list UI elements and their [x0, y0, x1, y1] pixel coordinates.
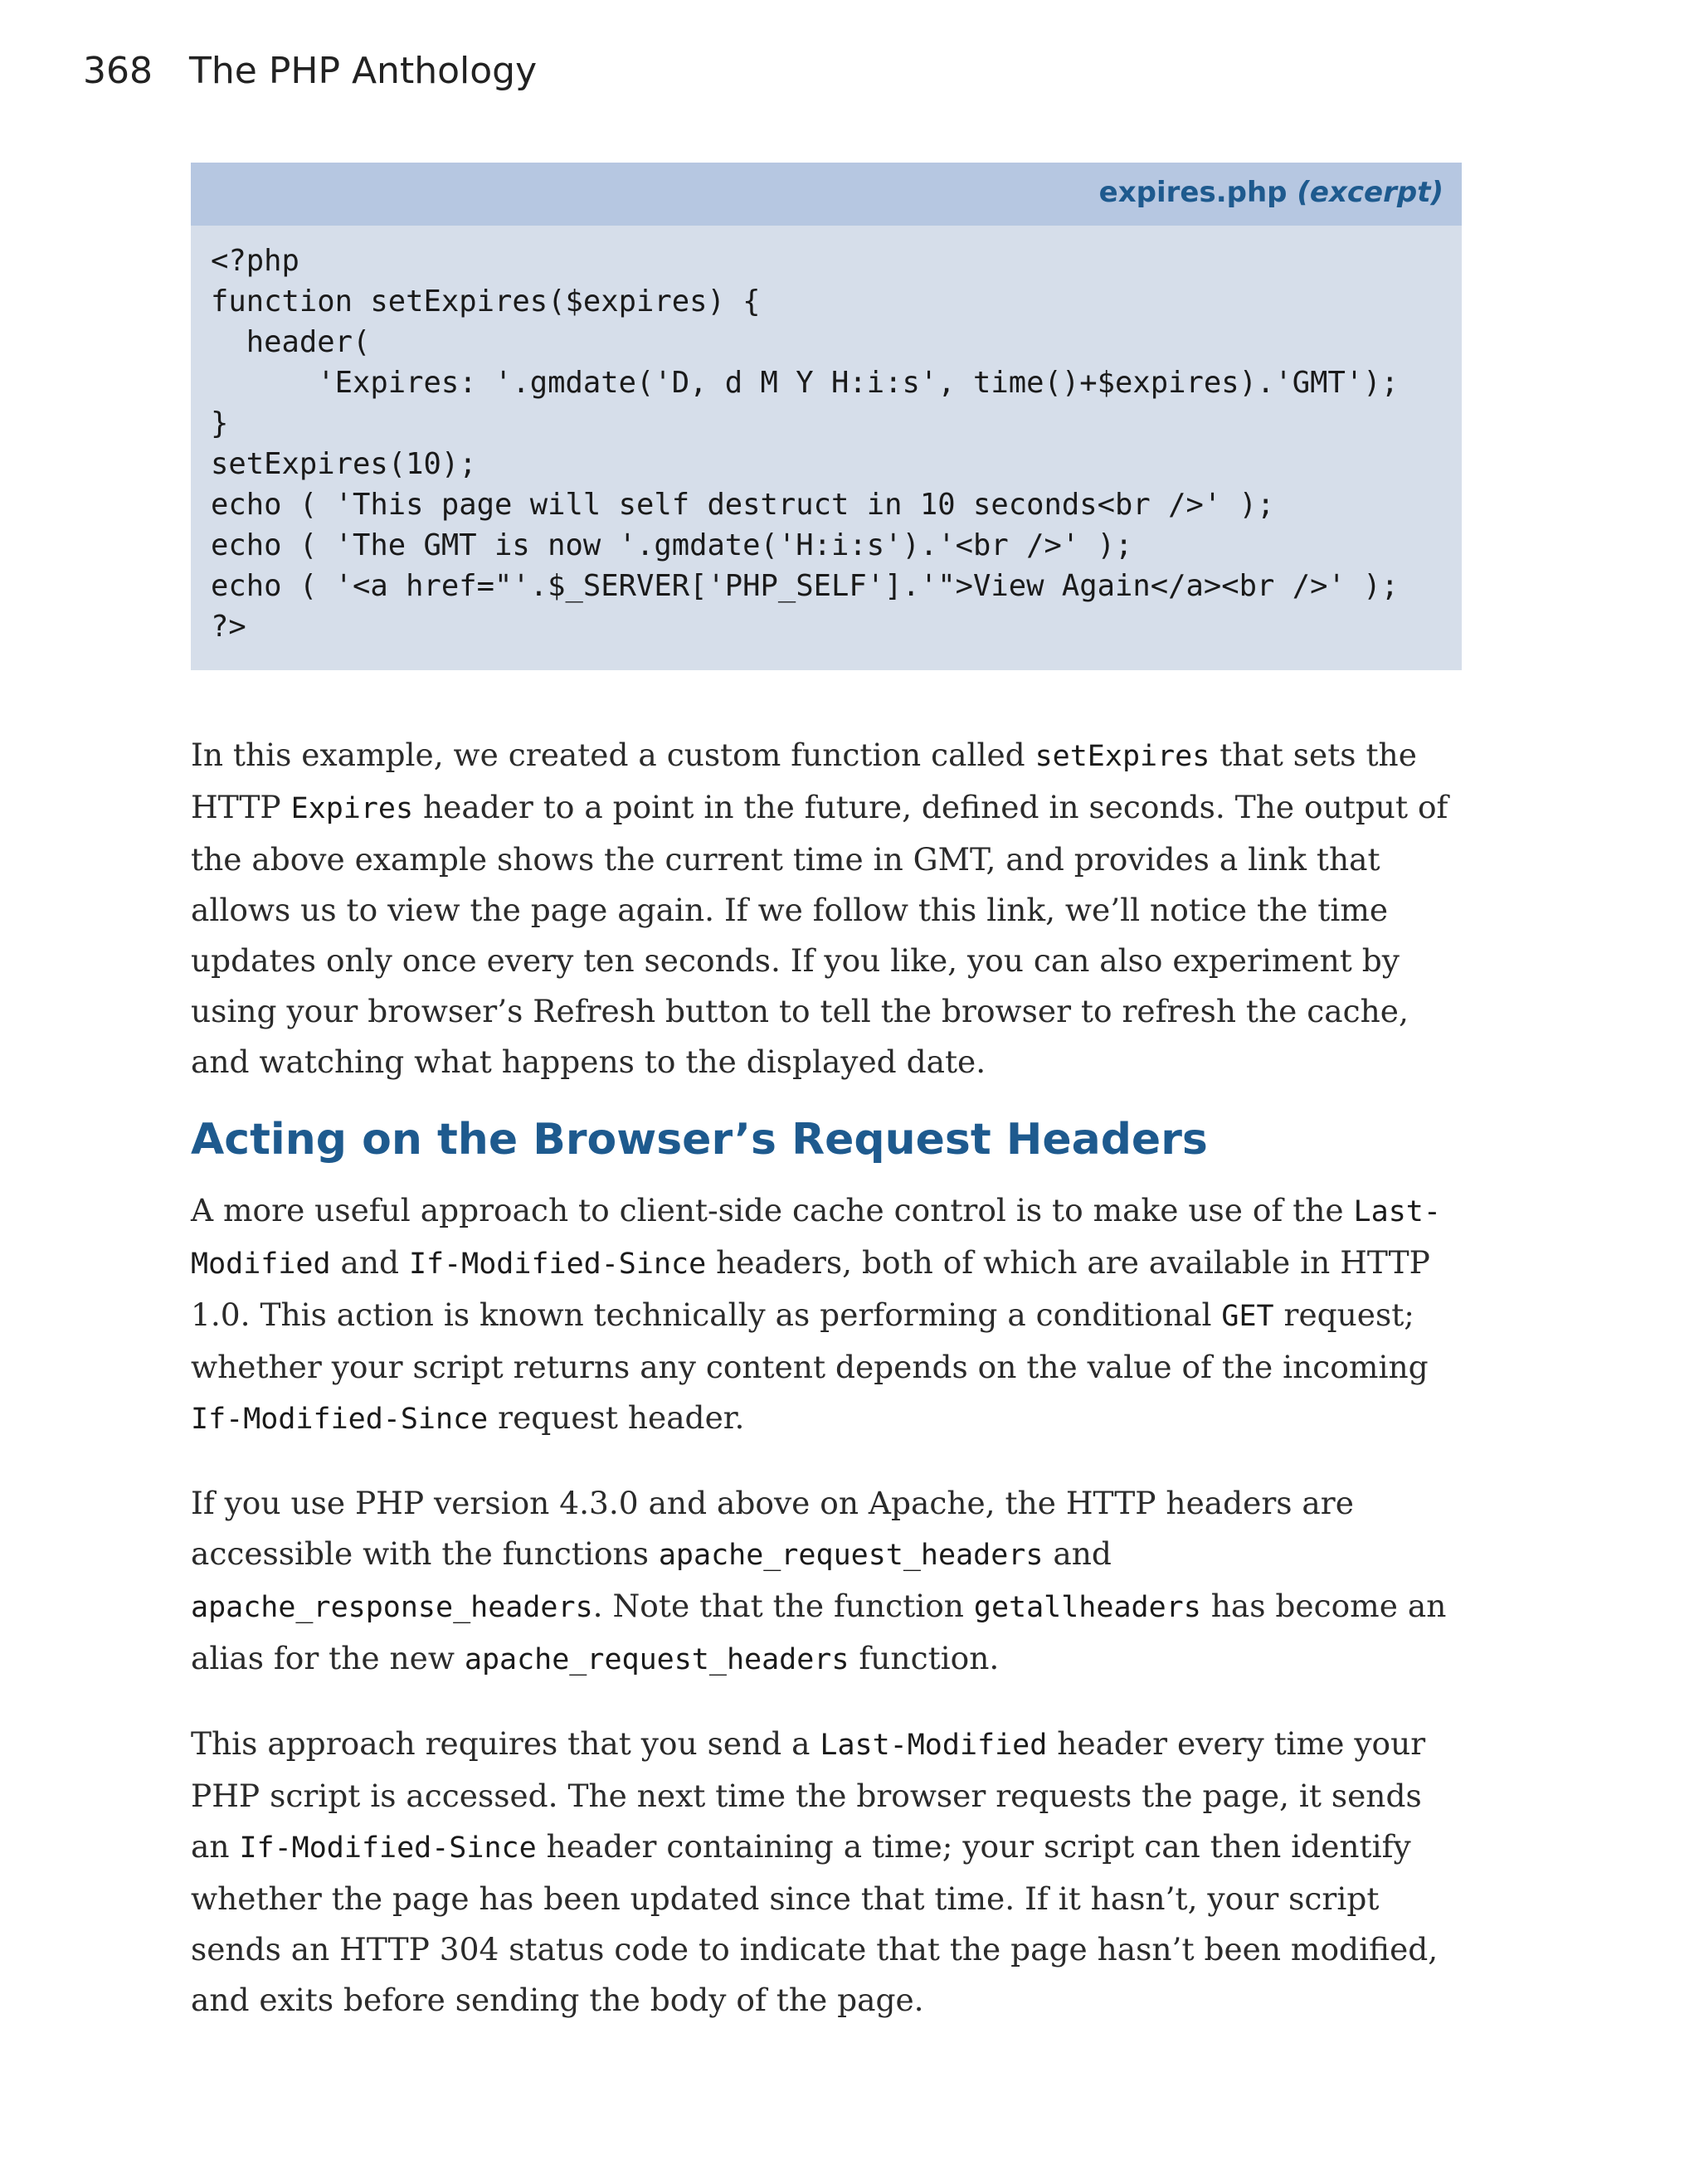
inline-code: GET — [1221, 1300, 1274, 1333]
inline-code: If-Modified-Since — [239, 1831, 537, 1865]
paragraph-apache-headers: If you use PHP version 4.3.0 and above on Apache, the HTTP headers are accessible with the functions apache_request_headers and apache_response_headers. Note that the function getallheaders has become an alias for the new apache_request_headers function. — [191, 1485, 1447, 1676]
code-line: setExpires(10); — [211, 447, 477, 481]
code-line: echo ( 'The GMT is now '.gmdate('H:i:s').'<br />' ); — [211, 528, 1133, 562]
book-title: The PHP Anthology — [189, 50, 538, 92]
code-line: 'Expires: '.gmdate('D, d M Y H:i:s', time()+$expires).'GMT'); — [211, 366, 1399, 400]
code-listing — [191, 163, 1462, 670]
code-line: echo ( 'This page will self destruct in 10 seconds<br />' ); — [211, 488, 1275, 522]
inline-code: If-Modified-Since — [408, 1248, 707, 1281]
paragraph-last-modified: This approach requires that you send a Last-Modified header every time your PHP script is accessed. The next time the browser requests the page, it sends an If-Modified-Since header containing a time; your script can then identify whether the page has been updated since that time. If it hasn’t, your script sends an HTTP 304 status code to indicate that the page hasn’t been modified, and exits before sending the body of the page. — [191, 1725, 1439, 2018]
inline-code: getallheaders — [973, 1591, 1201, 1624]
code-line: echo ( '<a href="'.$_SERVER['PHP_SELF'].'">View Again</a><br />' ); — [211, 569, 1399, 603]
code-line: ?> — [211, 610, 246, 644]
inline-code: If-Modified-Since — [191, 1403, 489, 1436]
section-heading: Acting on the Browser’s Request Headers — [191, 1115, 1208, 1165]
code-file-name: expires.php — [1098, 176, 1288, 209]
inline-code: apache_request_headers — [464, 1643, 850, 1676]
inline-code: Last-Modified — [820, 1729, 1048, 1762]
code-line: <?php — [211, 244, 299, 278]
code-caption — [191, 163, 1462, 226]
inline-code: Last-Modified — [191, 1195, 1441, 1281]
code-body — [191, 226, 1462, 647]
running-head — [83, 50, 537, 92]
code-line: header( — [211, 325, 371, 359]
paragraph-conditional-get: A more useful approach to client-side cache control is to make use of the Last-Modified and If-Modified-Since headers, both of which are available in HTTP 1.0. This action is known technically as performing a conditional GET request; whether your script returns any content depends on the value of the incoming If-Modified-Since request header. — [191, 1192, 1441, 1436]
paragraph-expires-explanation: In this example, we created a custom function called setExpires that sets the HTTP Expires header to a point in the future, defined in seconds. The output of the above example shows the current time in GMT, and provides a link that allows us to view the page again. If we follow this link, we’ll notice the time updates only once every ten seconds. If you like, you can also experiment by using your browser’s Refresh button to tell the browser to refresh the cache, and watching what happens to the displayed date. — [191, 737, 1448, 1080]
inline-code: Expires — [290, 792, 414, 825]
code-excerpt-note: (excerpt) — [1297, 176, 1443, 209]
inline-code: setExpires — [1034, 740, 1210, 773]
page-number: 368 — [83, 50, 153, 92]
code-line: function setExpires($expires) { — [211, 285, 761, 319]
body-text — [191, 730, 1464, 2026]
code-line: } — [211, 406, 229, 440]
inline-code: apache_response_headers — [191, 1591, 593, 1624]
inline-code: apache_request_headers — [658, 1539, 1044, 1572]
